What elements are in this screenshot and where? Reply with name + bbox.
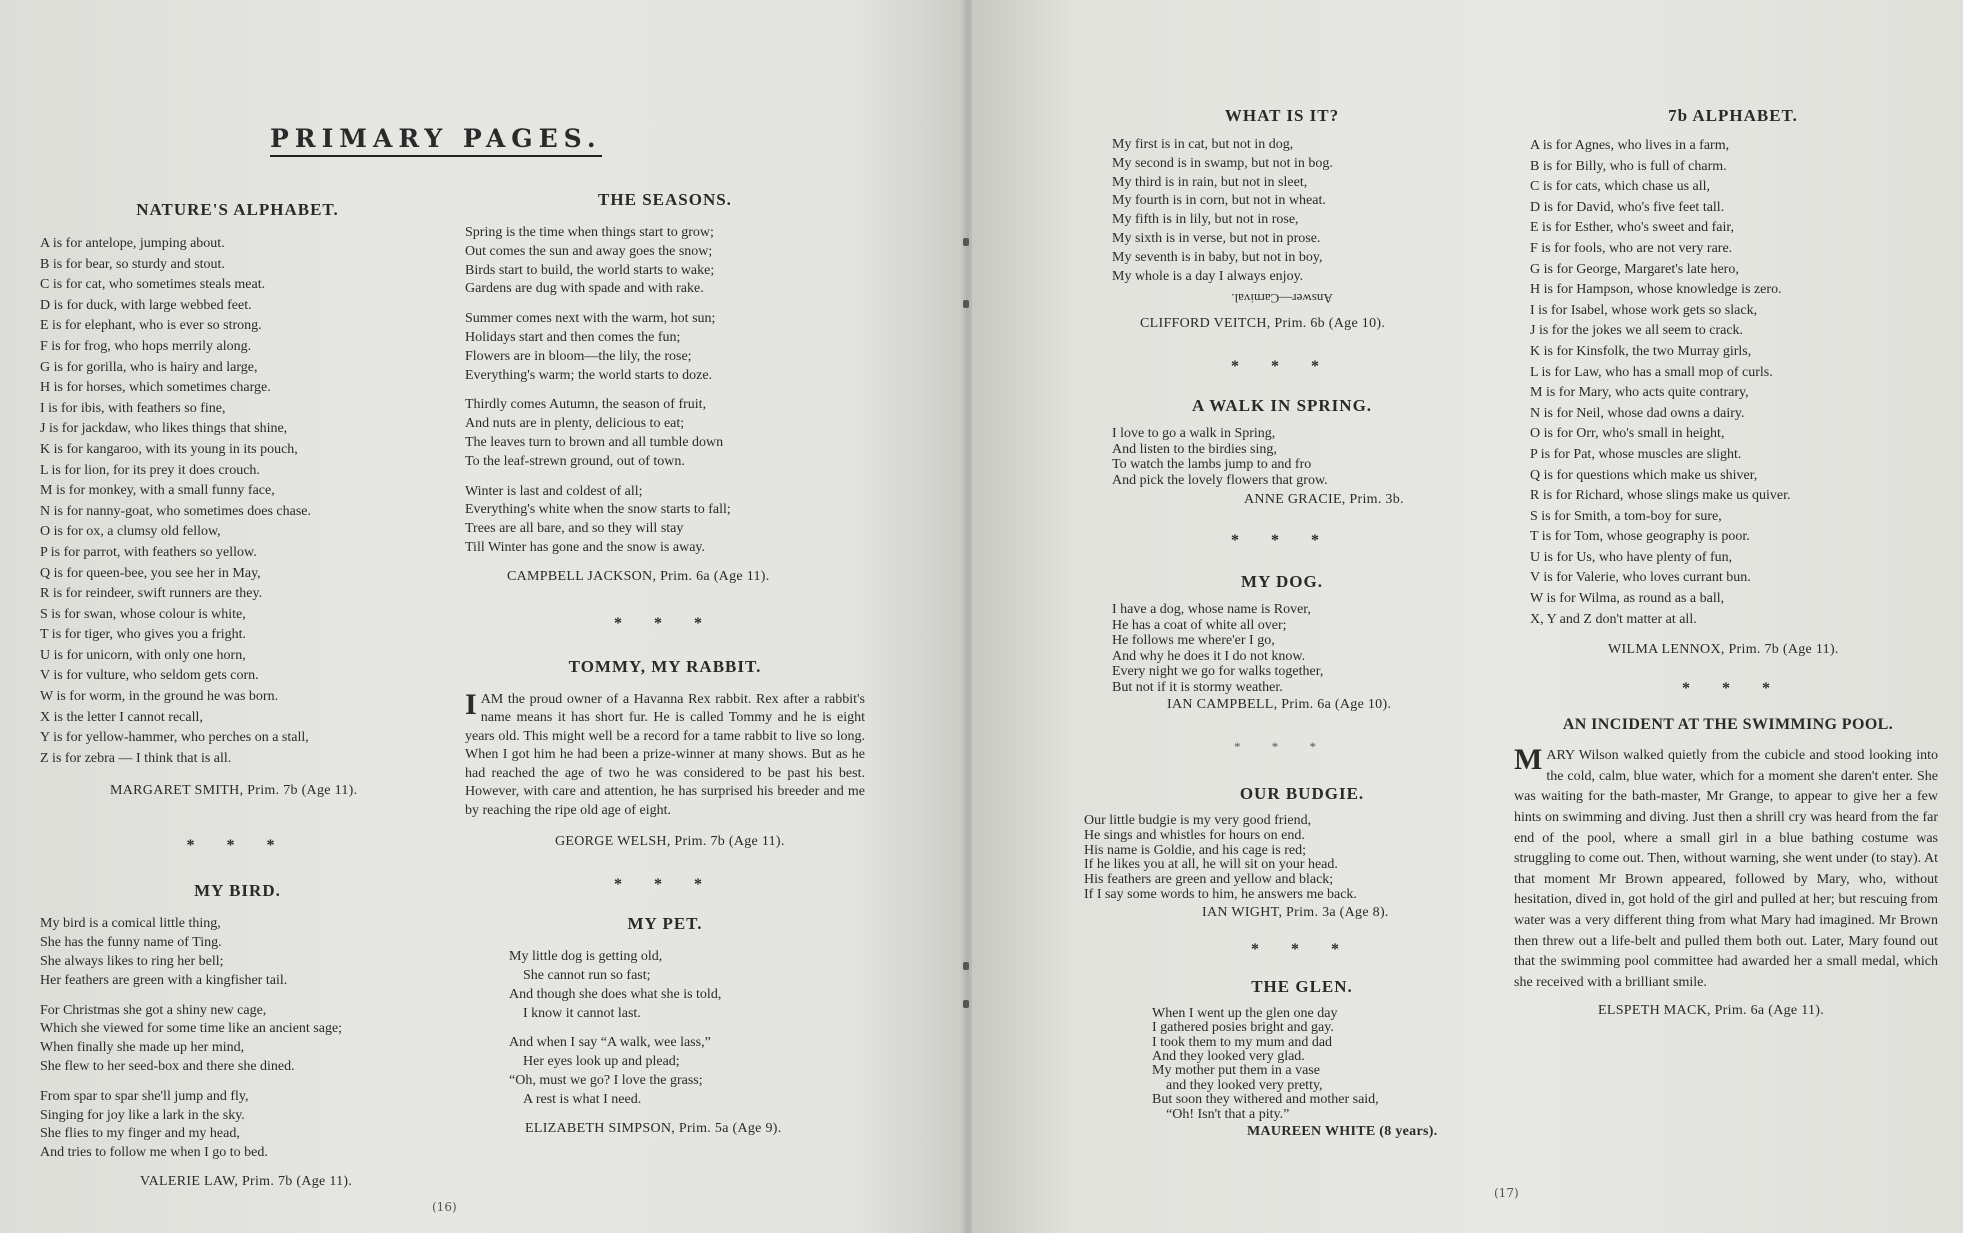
poem-line: D is for duck, with large webbed feet. xyxy=(40,297,252,313)
stanza xyxy=(40,915,435,990)
separator-stars: * * * xyxy=(1234,739,1330,755)
byline: ELSPETH MACK, Prim. 6a (Age 11). xyxy=(1598,1003,1825,1019)
poem-line: and they looked very pretty, xyxy=(1166,1077,1323,1093)
poem-line: My second is in swamp, but not in bog. xyxy=(1112,155,1333,171)
poem-line: B is for Billy, who is full of charm. xyxy=(1530,158,1727,174)
byline: GEORGE WELSH, Prim. 7b (Age 11). xyxy=(555,834,785,850)
a-walk-in-spring-title: A WALK IN SPRING. xyxy=(1191,396,1373,416)
poem-line: V is for vulture, who seldom gets corn. xyxy=(40,668,259,684)
stanza xyxy=(1112,426,1452,488)
poem-line: B is for bear, so sturdy and stout. xyxy=(40,256,225,272)
poem-line: My sixth is in verse, but not in prose. xyxy=(1112,230,1321,246)
poem-line: W is for worm, in the ground he was born. xyxy=(40,689,279,705)
poem-line: Everything's warm; the world starts to doze. xyxy=(465,367,713,383)
riddle-answer-upside-down: Answer—Carnival. xyxy=(1231,291,1333,307)
natures-alphabet-poem xyxy=(40,234,435,769)
poem-line: Our little budgie is my very good friend, xyxy=(1084,813,1312,828)
page-number: (16) xyxy=(432,1200,457,1214)
poem-line: To watch the lambs jump to and fro xyxy=(1112,457,1312,473)
separator-stars: * * * xyxy=(1682,680,1784,698)
poem-line: When finally she made up her mind, xyxy=(40,1040,245,1056)
poem-line: Gardens are dug with spade and with rake. xyxy=(465,281,704,297)
poem-line: D is for David, who's five feet tall. xyxy=(1530,199,1725,215)
tommy-my-rabbit-title: TOMMY, MY RABBIT. xyxy=(568,656,762,676)
stanza xyxy=(40,1002,435,1077)
swimming-pool-text xyxy=(1514,743,1938,993)
poem-line: He sings and whistles for hours on end. xyxy=(1084,827,1305,843)
poem-line: My fourth is in corn, but not in wheat. xyxy=(1112,193,1326,209)
poem-line: And pick the lovely flowers that grow. xyxy=(1112,472,1328,488)
byline: MAUREEN WHITE (8 years). xyxy=(1247,1124,1438,1140)
stanza xyxy=(1152,1007,1492,1122)
separator-stars: * * * xyxy=(1251,940,1353,958)
poem-line: Y is for yellow-hammer, who perches on a stall, xyxy=(40,730,309,746)
poem-line: L is for lion, for its prey it does crouch. xyxy=(40,462,260,478)
byline: MARGARET SMITH, Prim. 7b (Age 11). xyxy=(110,783,358,799)
byline: ANNE GRACIE, Prim. 3b. xyxy=(1244,492,1404,508)
the-seasons-title: THE SEASONS. xyxy=(598,190,732,209)
poem-line: A is for antelope, jumping about. xyxy=(40,236,225,251)
poem-line: E is for Esther, who's sweet and fair, xyxy=(1530,220,1734,236)
poem-line: I gathered posies bright and gay. xyxy=(1152,1020,1334,1036)
poem-line: My mother put them in a vase xyxy=(1152,1063,1320,1079)
byline: WILMA LENNOX, Prim. 7b (Age 11). xyxy=(1608,642,1839,658)
poem-line: My seventh is in baby, but not in boy, xyxy=(1112,249,1323,265)
poem-line: K is for Kinsfolk, the two Murray girls, xyxy=(1530,343,1752,359)
alphabet-7b-title: 7b ALPHABET. xyxy=(1668,106,1798,125)
poem-line: F is for frog, who hops merrily along. xyxy=(40,338,252,354)
poem-line: V is for Valerie, who loves currant bun. xyxy=(1530,570,1751,586)
poem-line: L is for Law, who has a small mop of curls. xyxy=(1530,364,1773,380)
poem-line: She flew to her seed-box and there she dined. xyxy=(40,1059,295,1075)
the-glen-title: THE GLEN. xyxy=(1251,976,1353,996)
poem-line: Till Winter has gone and the snow is away. xyxy=(465,539,706,555)
poem-line: And nuts are in plenty, delicious to eat; xyxy=(465,416,685,432)
poem-line: C is for cat, who sometimes steals meat. xyxy=(40,277,266,293)
byline: ELIZABETH SIMPSON, Prim. 5a (Age 9). xyxy=(525,1120,782,1136)
poem-line: X is the letter I cannot recall, xyxy=(40,709,203,725)
poem-line: U is for unicorn, with only one horn, xyxy=(40,647,246,663)
byline: IAN WIGHT, Prim. 3a (Age 8). xyxy=(1202,904,1389,920)
what-is-it-title: WHAT IS IT? xyxy=(1224,106,1340,125)
swimming-pool-title: AN INCIDENT AT THE SWIMMING POOL. xyxy=(1562,716,1894,734)
stanza xyxy=(465,224,865,299)
poem-line: A is for Agnes, who lives in a farm, xyxy=(1530,138,1730,153)
my-pet-title: MY PET. xyxy=(627,914,703,934)
article-text: AM the proud owner of a Havanna Rex rabbit. Rex after a rabbit's name means it has short fur. He is called Tommy and he is eight years old. This might well be a record for a tame rabbit to live so long. When I got him he had been a prize-winner at many shows. But as he had reached the age of two he was considered to be past his best. However, with care and attention, he has surprised his breeder and me by reaching the ripe old age of eight. xyxy=(465,691,865,818)
left-column-2 xyxy=(465,190,865,1137)
poem-line: But soon they withered and mother said, xyxy=(1152,1092,1379,1108)
poem-line: His name is Goldie, and his cage is red; xyxy=(1084,842,1307,858)
left-page xyxy=(0,0,972,1233)
poem-line: T is for tiger, who gives you a fright. xyxy=(40,627,247,643)
poem-line: She flies to my finger and my head, xyxy=(40,1126,240,1142)
poem-line: A rest is what I need. xyxy=(523,1091,642,1107)
separator-stars: * * * xyxy=(614,614,716,632)
poem-line: His feathers are green and yellow and black; xyxy=(1084,872,1334,888)
alphabet-7b-poem xyxy=(1528,136,1938,630)
poem-line: Spring is the time when things start to grow; xyxy=(465,225,714,240)
poem-line: From spar to spar she'll jump and fly, xyxy=(40,1088,249,1104)
poem-line: I is for ibis, with feathers so fine, xyxy=(40,400,226,416)
poem-line: Holidays start and then comes the fun; xyxy=(465,329,681,345)
article-text: ARY Wilson walked quietly from the cubicle and stood looking into the cold, calm, blue water, which for a moment she daren't enter. She was waiting for the bath-master, Mr Grange, to appear to give her a few hints on swimming and diving. Just then a shrill cry was heard from the far end of the pool, where a small girl in a blue bathing costume was struggling to come out. Then, without warning, she went under (to stay). At that moment Mr Brown appeared, followed by Mary, who, without hesitation, dived in, got hold of the girl and pulled at her; but rescuing from water was a very different thing from what Mary had imagined. Mr Brown then threw out a life-belt and pulled them both out. Later, Mary found out that the swimming pool committee had awarded her a small medal, which she received with a brilliant smile. xyxy=(1514,748,1938,990)
poem-line: When I went up the glen one day xyxy=(1152,1005,1338,1021)
stanza xyxy=(465,948,865,1023)
right-column-2 xyxy=(1514,106,1938,1019)
poem-line: O is for ox, a clumsy old fellow, xyxy=(40,524,221,540)
poem-line: I love to go a walk in Spring, xyxy=(1112,426,1276,442)
poem-line: Summer comes next with the warm, hot sun; xyxy=(465,311,716,327)
poem-line: F is for fools, who are not very rare. xyxy=(1530,240,1733,256)
poem-line: I is for Isabel, whose work gets so slack, xyxy=(1530,302,1758,318)
poem-line: He follows me where'er I go, xyxy=(1112,633,1275,649)
poem-line: She has the funny name of Ting. xyxy=(40,935,222,951)
poem-line: G is for gorilla, who is hairy and large, xyxy=(40,359,258,375)
poem-line: My third is in rain, but not in sleet, xyxy=(1112,174,1308,190)
poem-line: S is for Smith, a tom-boy for sure, xyxy=(1530,508,1722,524)
poem-line: Z is for zebra — I think that is all. xyxy=(40,750,232,766)
poem-line: I have a dog, whose name is Rover, xyxy=(1112,602,1311,618)
poem-line: My fifth is in lily, but not in rose, xyxy=(1112,212,1299,228)
poem-line: M is for monkey, with a small funny face, xyxy=(40,483,275,499)
poem-line: If he likes you at all, he will sit on your head. xyxy=(1084,857,1338,873)
poem-line: Which she viewed for some time like an ancient sage; xyxy=(40,1021,343,1037)
poem-line: Her eyes look up and plead; xyxy=(523,1054,680,1070)
poem-line: H is for horses, which sometimes charge. xyxy=(40,380,271,396)
poem-line: Out comes the sun and away goes the snow; xyxy=(465,243,713,259)
drop-cap: M xyxy=(1514,743,1543,777)
separator-stars: * * * xyxy=(1231,358,1333,376)
staple-icon xyxy=(963,300,969,308)
poem-line: And listen to the birdies sing, xyxy=(1112,441,1277,457)
stanza xyxy=(1112,602,1452,695)
poem-line: Everything's white when the snow starts to fall; xyxy=(465,502,731,518)
poem-line: U is for Us, who have plenty of fun, xyxy=(1530,549,1733,565)
riddle xyxy=(1112,136,1452,286)
poem-line: J is for the jokes we all seem to crack. xyxy=(1530,323,1744,339)
poem-line: K is for kangaroo, with its young in its pouch, xyxy=(40,441,298,457)
poem-line: T is for Tom, whose geography is poor. xyxy=(1530,529,1750,545)
staple-icon xyxy=(963,238,969,246)
byline: IAN CAMPBELL, Prim. 6a (Age 10). xyxy=(1167,697,1392,713)
right-column-1-lower xyxy=(1084,784,1492,1140)
tommy-my-rabbit-text xyxy=(465,687,865,821)
poem-line: The leaves turn to brown and all tumble down xyxy=(465,434,724,450)
poem-line: Thirdly comes Autumn, the season of fruit, xyxy=(465,397,707,413)
poem-line: I took them to my mum and dad xyxy=(1152,1034,1333,1050)
poem-line: And when I say “A walk, wee lass,” xyxy=(509,1035,711,1051)
staple-icon xyxy=(963,1000,969,1008)
poem-line: My little dog is getting old, xyxy=(509,949,663,965)
separator-stars: * * * xyxy=(186,837,289,855)
poem-line: E is for elephant, who is ever so strong. xyxy=(40,318,262,334)
poem-line: Flowers are in bloom—the lily, the rose; xyxy=(465,348,692,364)
poem-line: P is for parrot, with feathers so yellow. xyxy=(40,544,257,560)
stanza xyxy=(465,483,865,558)
our-budgie-title: OUR BUDGIE. xyxy=(1239,784,1365,803)
stanza xyxy=(465,1034,865,1109)
poem-line: To the leaf-strewn ground, out of town. xyxy=(465,453,685,469)
poem-line: She always likes to ring her bell; xyxy=(40,954,224,970)
poem-line: S is for swan, whose colour is white, xyxy=(40,606,246,622)
poem-line: “Oh! Isn't that a pity.” xyxy=(1166,1106,1290,1122)
stanza xyxy=(465,396,865,471)
poem-line: Her feathers are green with a kingfisher tail. xyxy=(40,972,288,988)
poem-line: P is for Pat, whose muscles are slight. xyxy=(1530,446,1742,462)
stanza xyxy=(465,310,865,385)
poem-line: Trees are all bare, and so they will stay xyxy=(465,521,684,537)
poem-line: And though she does what she is told, xyxy=(509,986,722,1002)
poem-line: H is for Hampson, whose knowledge is zero. xyxy=(1530,282,1782,298)
poem-line: Singing for joy like a lark in the sky. xyxy=(40,1107,245,1123)
poem-line: G is for George, Margaret's late hero, xyxy=(1530,261,1739,277)
stanza xyxy=(40,1088,435,1163)
poem-line: Birds start to build, the world starts to wake; xyxy=(465,262,715,278)
poem-line: And why he does it I do not know. xyxy=(1112,648,1306,664)
poem-line: C is for cats, which chase us all, xyxy=(1530,179,1711,195)
page-number: (17) xyxy=(1494,1186,1519,1200)
separator-stars: * * * xyxy=(1231,532,1333,550)
left-column-1 xyxy=(40,200,435,1190)
page-title: PRIMARY PAGES. xyxy=(270,124,602,157)
poem-line: Every night we go for walks together, xyxy=(1112,664,1324,680)
poem-line: And they looked very glad. xyxy=(1152,1049,1305,1064)
poem-line: If I say some words to him, he answers me back. xyxy=(1084,886,1357,902)
byline: CLIFFORD VEITCH, Prim. 6b (Age 10). xyxy=(1140,316,1386,332)
poem-line: But not if it is stormy weather. xyxy=(1112,679,1283,695)
poem-line: R is for Richard, whose slings make us quiver. xyxy=(1530,488,1791,504)
poem-line: Q is for questions which make us shiver, xyxy=(1530,467,1758,483)
poem-line: For Christmas she got a shiny new cage, xyxy=(40,1002,267,1018)
poem-line: N is for nanny-goat, who sometimes does chase. xyxy=(40,503,311,519)
poem-line: And tries to follow me when I go to bed. xyxy=(40,1145,268,1161)
poem-line: My first is in cat, but not in dog, xyxy=(1112,137,1294,152)
poem-line: “Oh, must we go? I love the grass; xyxy=(509,1073,703,1089)
staple-icon xyxy=(963,962,969,970)
my-dog-title: MY DOG. xyxy=(1241,572,1323,592)
poem-line: N is for Neil, whose dad owns a dairy. xyxy=(1530,405,1745,421)
natures-alphabet-title: NATURE'S ALPHABET. xyxy=(136,200,339,219)
my-bird-title: MY BIRD. xyxy=(194,881,281,901)
byline: VALERIE LAW, Prim. 7b (Age 11). xyxy=(140,1174,353,1189)
poem-line: Winter is last and coldest of all; xyxy=(465,483,643,499)
separator-stars: * * * xyxy=(614,876,716,894)
poem-line: X, Y and Z don't matter at all. xyxy=(1530,611,1697,627)
poem-line: O is for Orr, who's small in height, xyxy=(1530,426,1725,442)
poem-line: She cannot run so fast; xyxy=(523,968,651,984)
poem-line: My bird is a comical little thing, xyxy=(40,916,221,932)
poem-line: W is for Wilma, as round as a ball, xyxy=(1530,591,1725,607)
poem-line: My whole is a day I always enjoy. xyxy=(1112,268,1304,284)
poem-line: M is for Mary, who acts quite contrary, xyxy=(1530,385,1749,401)
drop-cap: I xyxy=(465,687,477,721)
stanza xyxy=(1084,814,1492,903)
poem-line: Q is for queen-bee, you see her in May, xyxy=(40,565,261,581)
right-column-1 xyxy=(1112,106,1452,777)
poem-line: R is for reindeer, swift runners are they. xyxy=(40,586,263,602)
byline: CAMPBELL JACKSON, Prim. 6a (Age 11). xyxy=(507,568,770,584)
right-page xyxy=(972,0,1963,1233)
poem-line: He has a coat of white all over; xyxy=(1112,617,1287,633)
poem-line: J is for jackdaw, who likes things that shine, xyxy=(40,421,288,437)
poem-line: I know it cannot last. xyxy=(523,1005,641,1021)
